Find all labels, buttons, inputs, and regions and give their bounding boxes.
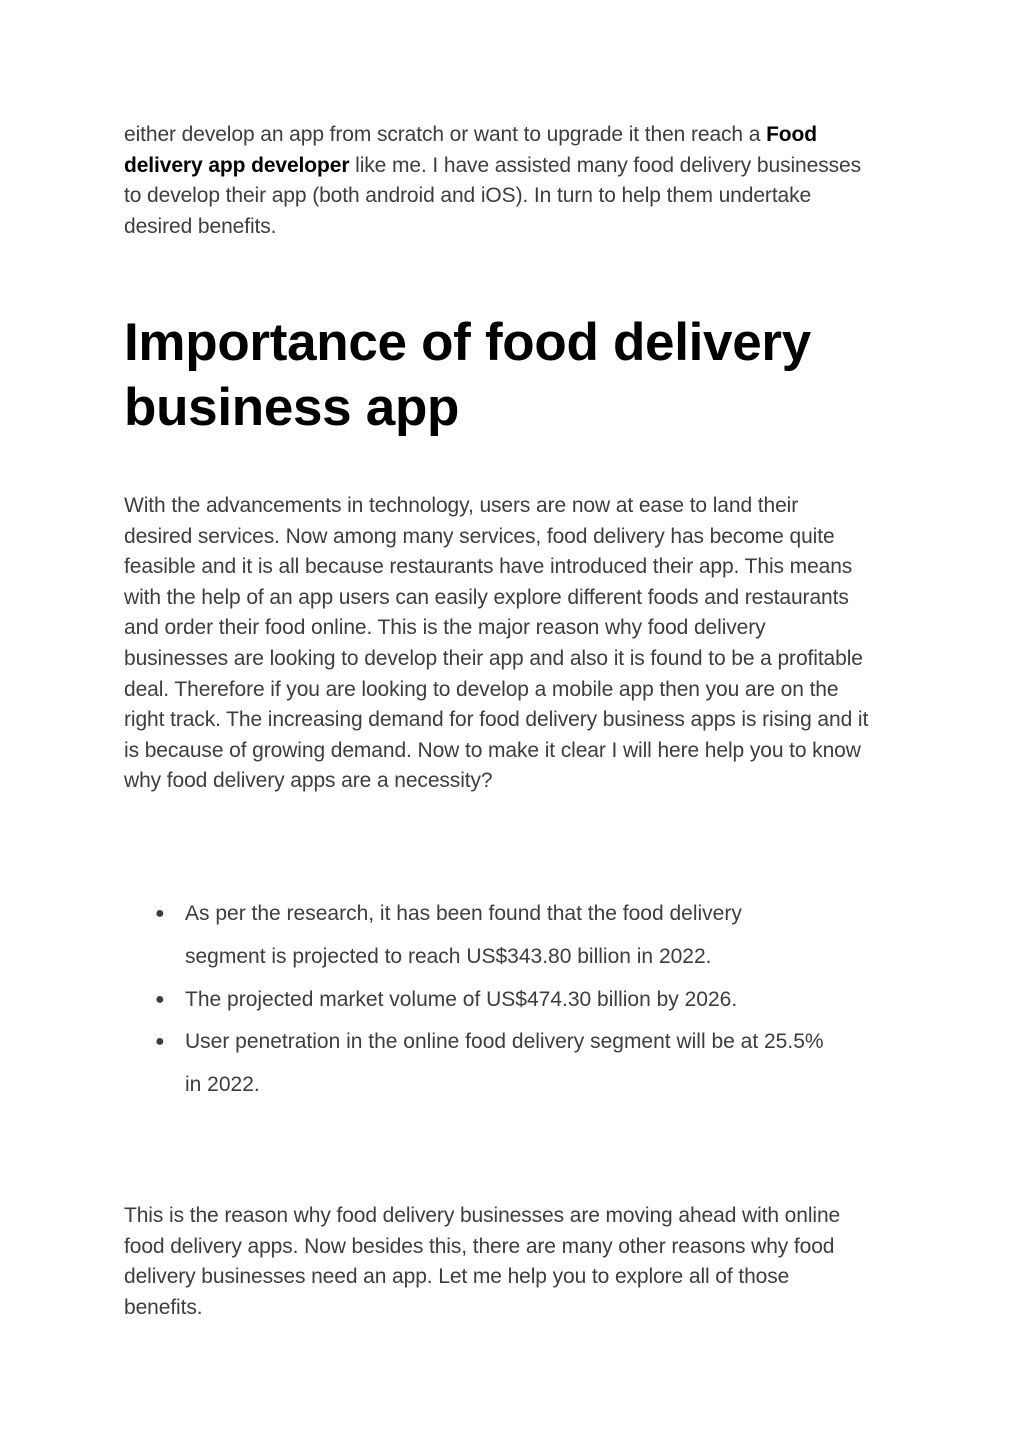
list-item xyxy=(124,893,825,979)
list-item xyxy=(124,979,825,1022)
list-item-text: User penetration in the online food delivery segment will be at 25.5% in 2022. xyxy=(185,1030,824,1097)
bullet-icon: ● xyxy=(155,1033,165,1051)
list-item-text: As per the research, it has been found that the food delivery segment is projected to reach US$343.80 billion in 2022. xyxy=(185,902,742,968)
list-item xyxy=(124,1021,825,1107)
list-item-text: The projected market volume of US$474.30 billion by 2026. xyxy=(185,987,738,1011)
bullet-icon: ● xyxy=(155,905,165,922)
intro-text-after: like me. I have assisted many food delivery businesses to develop their app (both android and iOS). In turn to help them undertake desired benefits. xyxy=(124,153,861,238)
intro-bold-phrase: Food delivery app developer xyxy=(124,123,817,177)
body-paragraph-2: This is the reason why food delivery businesses are moving ahead with online food delivery apps. Now besides this, there are many other reasons why food delivery businesses need an app. Let me help you to explore all of those benefits. xyxy=(124,1204,841,1319)
statistics-bullet-list xyxy=(124,893,884,1107)
bullet-icon: ● xyxy=(155,990,165,1008)
body-paragraph-1: With the advancements in technology, users are now at ease to land their desired services. Now among many services, food delivery has become quite feasible and it is all because restaurants have introduced their app. This means with the help of an app users can easily explore different foods and restaurants and order their food online. This is the major reason why food delivery businesses are looking to develop their app and also it is found to be a profitable deal. Therefore if you are looking to develop a mobile app then you are on the right track. The increasing demand for food delivery business apps is rising and it is because of growing demand. Now to make it clear I will here help you to know why food delivery apps are a necessity? xyxy=(124,494,869,793)
intro-text-before: either develop an app from scratch or want to upgrade it then reach a xyxy=(124,123,767,146)
intro-paragraph xyxy=(124,120,874,242)
section-heading: Importance of food delivery business app xyxy=(124,313,811,437)
document-page xyxy=(124,120,884,1319)
